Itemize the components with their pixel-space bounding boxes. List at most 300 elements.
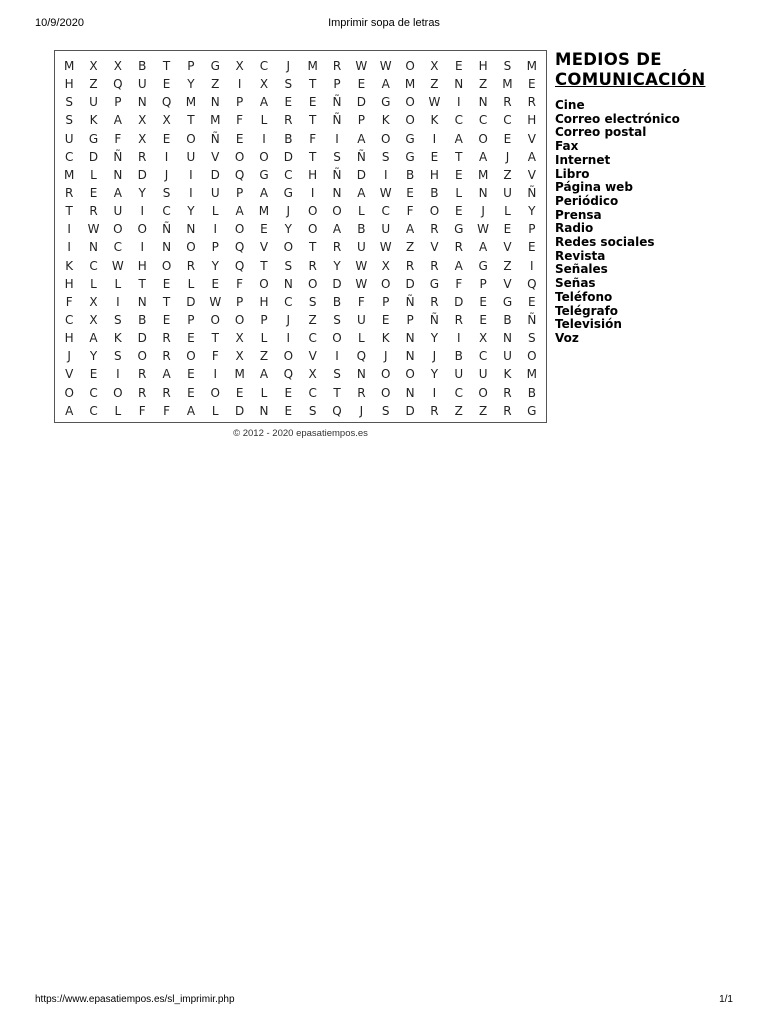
- grid-letter: C: [503, 113, 512, 128]
- word-list-item: Periódico: [555, 193, 619, 208]
- grid-letter: O: [380, 131, 391, 146]
- grid-letter: F: [455, 276, 463, 291]
- grid-letter: E: [162, 276, 171, 291]
- grid-letter: P: [187, 313, 195, 328]
- grid-letter: J: [481, 204, 485, 219]
- grid-letter: V: [211, 149, 220, 164]
- grid-letter: L: [211, 204, 219, 219]
- grid-letter: G: [502, 294, 513, 309]
- grid-letter: O: [307, 276, 318, 291]
- grid-letter: D: [234, 403, 245, 418]
- grid-letter: L: [260, 113, 268, 128]
- grid-letter: G: [210, 59, 220, 74]
- grid-letter: X: [235, 331, 244, 346]
- word-list-item: Correo postal: [555, 125, 647, 140]
- grid-letter: F: [357, 294, 365, 309]
- grid-letter: M: [210, 113, 221, 128]
- grid-letter: R: [503, 403, 512, 418]
- grid-letter: N: [259, 403, 269, 418]
- grid-letter: T: [333, 385, 341, 400]
- grid-letter: L: [211, 403, 219, 418]
- grid-letter: A: [113, 113, 122, 128]
- grid-letter: A: [186, 403, 196, 418]
- grid-letter: W: [209, 294, 222, 309]
- grid-letter: P: [260, 313, 268, 328]
- grid-letter: U: [503, 186, 512, 201]
- grid-letter: G: [88, 131, 99, 146]
- grid-letter: C: [89, 403, 98, 418]
- grid-letter: R: [430, 403, 439, 418]
- grid-letter: T: [211, 331, 219, 346]
- grid-letter: N: [89, 240, 98, 255]
- grid-letter: L: [90, 276, 97, 291]
- grid-letter: L: [455, 186, 463, 201]
- grid-letter: C: [284, 167, 293, 182]
- grid-letter: D: [454, 294, 464, 309]
- grid-letter: D: [137, 167, 147, 182]
- word-list-item: Telégrafo: [555, 303, 619, 318]
- grid-letter: N: [137, 294, 147, 309]
- grid-letter: E: [381, 313, 390, 328]
- grid-letter: C: [478, 113, 488, 128]
- grid-letter: E: [454, 204, 463, 219]
- grid-letter: N: [283, 276, 293, 291]
- grid-letter: N: [332, 186, 342, 201]
- grid-letter: S: [65, 113, 73, 128]
- grid-letter: Y: [430, 331, 439, 346]
- grid-letter: J: [164, 167, 169, 182]
- grid-letter: X: [235, 59, 244, 74]
- grid-letter: S: [333, 313, 341, 328]
- grid-letter: C: [454, 385, 463, 400]
- grid-letter: O: [332, 204, 342, 219]
- grid-letter: A: [527, 149, 536, 164]
- grid-letter: C: [64, 313, 74, 328]
- grid-letter: F: [236, 276, 244, 291]
- grid-letter: G: [259, 167, 269, 182]
- grid-letter: H: [64, 77, 74, 92]
- word-search-grid-box: [54, 50, 547, 423]
- word-list-title-line2: COMUNICACIÓN: [555, 70, 706, 89]
- grid-letter: J: [359, 403, 364, 418]
- grid-letter: E: [503, 222, 512, 237]
- grid-letter: M: [526, 367, 537, 382]
- grid-letter: C: [454, 113, 463, 128]
- grid-letter: R: [138, 149, 147, 164]
- grid-letter: R: [186, 258, 196, 273]
- grid-letter: E: [235, 131, 244, 146]
- grid-letter: R: [138, 385, 147, 400]
- grid-letter: Z: [503, 167, 512, 182]
- grid-letter: R: [527, 95, 536, 110]
- grid-letter: Z: [479, 403, 488, 418]
- grid-letter: O: [113, 385, 123, 400]
- grid-letter: E: [162, 77, 171, 92]
- grid-letter: Ñ: [332, 167, 342, 182]
- grid-letter: S: [528, 331, 536, 346]
- grid-letter: W: [379, 186, 392, 201]
- grid-letter: X: [259, 77, 269, 92]
- grid-letter: O: [186, 131, 196, 146]
- grid-letter: Y: [187, 77, 195, 92]
- grid-letter: X: [162, 113, 171, 128]
- grid-letter: A: [381, 77, 390, 92]
- grid-letter: S: [308, 294, 317, 309]
- grid-letter: X: [89, 294, 98, 309]
- grid-letter: A: [332, 222, 342, 237]
- grid-letter: N: [356, 367, 366, 382]
- grid-letter: E: [162, 131, 171, 146]
- grid-letter: N: [478, 186, 488, 201]
- grid-letter: M: [234, 367, 245, 382]
- grid-letter: Ñ: [332, 95, 342, 110]
- grid-letter: B: [454, 349, 463, 364]
- word-list-item: Fax: [555, 139, 579, 154]
- grid-letter: Y: [211, 258, 219, 273]
- grid-letter: Z: [259, 349, 269, 364]
- grid-letter: C: [308, 331, 317, 346]
- grid-letter: K: [503, 367, 512, 382]
- grid-letter: I: [67, 222, 71, 237]
- grid-letter: I: [213, 367, 218, 382]
- grid-letter: O: [137, 349, 147, 364]
- grid-letter: A: [479, 240, 488, 255]
- grid-letter: O: [64, 385, 74, 400]
- grid-letter: P: [528, 222, 536, 237]
- grid-letter: O: [186, 240, 196, 255]
- grid-letter: L: [260, 385, 268, 400]
- grid-letter: U: [64, 131, 74, 146]
- grid-letter: K: [381, 331, 390, 346]
- grid-letter: I: [164, 149, 169, 164]
- grid-letter: O: [527, 349, 537, 364]
- grid-letter: D: [332, 276, 342, 291]
- grid-letter: U: [137, 77, 147, 92]
- grid-letter: M: [307, 59, 318, 74]
- grid-letter: N: [502, 331, 512, 346]
- grid-letter: Y: [89, 349, 98, 364]
- grid-letter: U: [503, 349, 512, 364]
- grid-letter: E: [454, 167, 463, 182]
- grid-letter: C: [308, 385, 317, 400]
- grid-letter: Q: [113, 77, 123, 92]
- grid-letter: L: [90, 167, 97, 182]
- grid-letter: P: [406, 313, 414, 328]
- grid-letter: O: [234, 313, 245, 328]
- word-list-item: Libro: [555, 166, 590, 181]
- grid-letter: A: [113, 186, 122, 201]
- grid-letter: U: [113, 204, 123, 219]
- grid-letter: R: [503, 95, 512, 110]
- grid-letter: B: [357, 222, 366, 237]
- word-list: [555, 99, 680, 346]
- grid-letter: N: [137, 95, 147, 110]
- grid-letter: H: [137, 258, 147, 273]
- grid-letter: B: [138, 59, 147, 74]
- grid-letter: U: [454, 367, 464, 382]
- grid-letter: W: [379, 240, 392, 255]
- grid-letter: G: [478, 258, 488, 273]
- grid-letter: I: [432, 385, 437, 400]
- grid-letter: N: [405, 331, 415, 346]
- grid-letter: F: [309, 131, 317, 146]
- grid-letter: S: [333, 367, 341, 382]
- grid-letter: I: [335, 131, 339, 146]
- grid-letter: T: [309, 113, 317, 128]
- word-list-item: Voz: [555, 330, 579, 345]
- grid-letter: M: [63, 167, 75, 182]
- grid-letter: Ñ: [332, 113, 342, 128]
- grid-letter: J: [286, 59, 291, 74]
- grid-letter: R: [332, 59, 342, 74]
- word-list-item: Señas: [555, 276, 596, 291]
- grid-letter: S: [114, 349, 122, 364]
- grid-letter: N: [113, 167, 123, 182]
- grid-letter: U: [356, 240, 366, 255]
- grid-letter: J: [383, 349, 388, 364]
- grid-letter: E: [406, 186, 414, 201]
- grid-letter: E: [430, 149, 439, 164]
- grid-letter: S: [308, 403, 317, 418]
- grid-letter: O: [478, 385, 488, 400]
- grid-letter: N: [162, 240, 172, 255]
- grid-letter: E: [89, 367, 98, 382]
- grid-letter: X: [430, 59, 439, 74]
- grid-letter: I: [335, 349, 339, 364]
- grid-letter: Ñ: [429, 313, 439, 328]
- grid-letter: L: [114, 403, 122, 418]
- grid-letter: P: [382, 294, 390, 309]
- grid-letter: B: [527, 385, 536, 400]
- grid-letter: R: [430, 222, 439, 237]
- grid-letter: Ñ: [113, 149, 123, 164]
- grid-letter: P: [235, 294, 244, 309]
- grid-letter: X: [235, 349, 244, 364]
- grid-letter: S: [284, 77, 293, 92]
- grid-letter: T: [260, 258, 268, 273]
- grid-letter: E: [308, 95, 317, 110]
- grid-letter: H: [308, 167, 318, 182]
- grid-letter: O: [429, 204, 440, 219]
- grid-letter: O: [405, 113, 415, 128]
- grid-letter: E: [284, 403, 293, 418]
- grid-letter: B: [405, 167, 415, 182]
- grid-letter: O: [405, 95, 415, 110]
- grid-letter: I: [237, 77, 242, 92]
- grid-letter: O: [283, 240, 294, 255]
- grid-letter: J: [286, 204, 291, 219]
- grid-letter: S: [162, 186, 171, 201]
- grid-letter: I: [456, 95, 461, 110]
- grid-letter: P: [235, 186, 244, 201]
- grid-letter: O: [307, 222, 318, 237]
- grid-letter: I: [383, 167, 388, 182]
- grid-letter: J: [286, 313, 291, 328]
- grid-letter: Z: [89, 77, 98, 92]
- grid-letter: X: [89, 59, 98, 74]
- grid-letter: E: [187, 385, 195, 400]
- grid-letter: E: [503, 131, 512, 146]
- grid-letter: J: [67, 349, 71, 364]
- grid-letter: Ñ: [162, 222, 172, 237]
- grid-letter: A: [454, 131, 463, 146]
- grid-letter: E: [162, 313, 171, 328]
- grid-letter: Z: [430, 77, 439, 92]
- grid-letter: E: [528, 240, 536, 255]
- grid-letter: C: [284, 294, 293, 309]
- grid-letter: C: [478, 349, 488, 364]
- grid-letter: E: [89, 186, 98, 201]
- grid-letter: Q: [234, 240, 245, 255]
- grid-letter: F: [406, 204, 414, 219]
- grid-letter: X: [113, 59, 122, 74]
- grid-letter: L: [358, 204, 365, 219]
- grid-letter: S: [381, 149, 390, 164]
- grid-letter: A: [235, 204, 244, 219]
- grid-letter: X: [138, 131, 147, 146]
- grid-letter: O: [234, 149, 245, 164]
- grid-letter: T: [138, 276, 146, 291]
- grid-letter: U: [89, 95, 98, 110]
- grid-letter: U: [356, 313, 366, 328]
- grid-letter: T: [455, 149, 463, 164]
- grid-letter: T: [309, 240, 317, 255]
- grid-letter: S: [333, 149, 341, 164]
- grid-letter: I: [286, 331, 291, 346]
- grid-letter: A: [162, 367, 171, 382]
- grid-letter: N: [186, 222, 196, 237]
- grid-letter: M: [258, 204, 270, 219]
- grid-letter: T: [187, 113, 195, 128]
- grid-letter: C: [162, 204, 171, 219]
- footer-page-number: 1/1: [719, 994, 733, 1005]
- word-list-title: [555, 50, 765, 90]
- grid-letter: O: [380, 367, 391, 382]
- grid-letter: R: [503, 385, 512, 400]
- grid-letter: H: [429, 167, 439, 182]
- grid-letter: N: [478, 95, 488, 110]
- grid-letter: M: [477, 167, 489, 182]
- grid-letter: H: [259, 294, 269, 309]
- grid-letter: J: [505, 149, 510, 164]
- grid-letter: V: [527, 167, 536, 182]
- grid-letter: V: [308, 349, 317, 364]
- grid-letter: D: [283, 149, 293, 164]
- word-list-item: Señales: [555, 262, 608, 277]
- grid-letter: O: [259, 149, 269, 164]
- grid-letter: X: [479, 331, 488, 346]
- grid-letter: T: [65, 204, 73, 219]
- word-list-item: Revista: [555, 248, 606, 263]
- grid-letter: O: [210, 385, 220, 400]
- grid-letter: B: [503, 313, 512, 328]
- grid-letter: T: [162, 294, 171, 309]
- grid-letter: D: [210, 167, 220, 182]
- grid-letter: W: [111, 258, 124, 273]
- grid-letter: V: [430, 240, 439, 255]
- grid-letter: S: [381, 403, 390, 418]
- grid-letter: W: [428, 95, 441, 110]
- grid-letter: A: [479, 149, 488, 164]
- grid-letter: Ñ: [356, 149, 366, 164]
- grid-letter: X: [138, 113, 147, 128]
- grid-letter: O: [259, 276, 269, 291]
- grid-letter: K: [381, 113, 390, 128]
- grid-letter: C: [113, 240, 123, 255]
- grid-letter: I: [67, 240, 71, 255]
- grid-letter: K: [113, 331, 122, 346]
- grid-letter: M: [185, 95, 197, 110]
- grid-letter: A: [65, 403, 74, 418]
- grid-letter: I: [262, 131, 266, 146]
- grid-letter: Q: [161, 95, 172, 110]
- grid-letter: R: [430, 258, 439, 273]
- grid-letter: P: [235, 95, 244, 110]
- grid-letter: Q: [527, 276, 537, 291]
- grid-letter: G: [405, 149, 415, 164]
- copyright-credit: © 2012 - 2020 epasatiempos.es: [233, 428, 368, 439]
- grid-letter: R: [405, 258, 415, 273]
- grid-letter: Ñ: [210, 131, 220, 146]
- grid-letter: Z: [454, 403, 463, 418]
- grid-letter: D: [137, 331, 147, 346]
- grid-letter: W: [87, 222, 100, 237]
- grid-letter: G: [454, 222, 464, 237]
- grid-letter: R: [357, 385, 366, 400]
- grid-letter: U: [478, 367, 488, 382]
- grid-letter: Q: [234, 167, 245, 182]
- grid-letter: T: [162, 59, 171, 74]
- grid-letter: A: [454, 258, 463, 273]
- word-search-grid: [57, 57, 544, 420]
- grid-letter: P: [333, 77, 341, 92]
- grid-letter: S: [114, 313, 122, 328]
- grid-letter: P: [357, 113, 365, 128]
- grid-letter: T: [309, 149, 317, 164]
- grid-letter: Y: [430, 367, 439, 382]
- grid-letter: G: [527, 403, 537, 418]
- grid-letter: E: [528, 294, 536, 309]
- grid-letter: M: [404, 77, 416, 92]
- grid-letter: V: [259, 240, 269, 255]
- grid-letter: B: [430, 186, 439, 201]
- grid-letter: Ñ: [527, 186, 537, 201]
- grid-letter: M: [526, 59, 537, 74]
- grid-letter: Z: [503, 258, 512, 273]
- grid-letter: G: [381, 95, 391, 110]
- grid-letter: R: [65, 186, 74, 201]
- word-list-item: Radio: [555, 221, 594, 236]
- grid-letter: M: [63, 59, 75, 74]
- grid-letter: O: [332, 331, 342, 346]
- word-list-item: Teléfono: [555, 289, 613, 304]
- word-list-item: Redes sociales: [555, 235, 655, 250]
- grid-letter: R: [162, 331, 171, 346]
- grid-letter: W: [355, 276, 368, 291]
- grid-letter: F: [114, 131, 122, 146]
- grid-letter: G: [405, 131, 415, 146]
- grid-letter: O: [137, 222, 147, 237]
- grid-letter: Q: [356, 349, 367, 364]
- grid-letter: B: [332, 294, 342, 309]
- grid-letter: I: [189, 186, 193, 201]
- grid-letter: P: [114, 95, 122, 110]
- grid-letter: O: [210, 313, 220, 328]
- grid-letter: I: [432, 131, 437, 146]
- grid-letter: C: [89, 258, 98, 273]
- grid-letter: U: [186, 149, 196, 164]
- grid-letter: I: [140, 204, 144, 219]
